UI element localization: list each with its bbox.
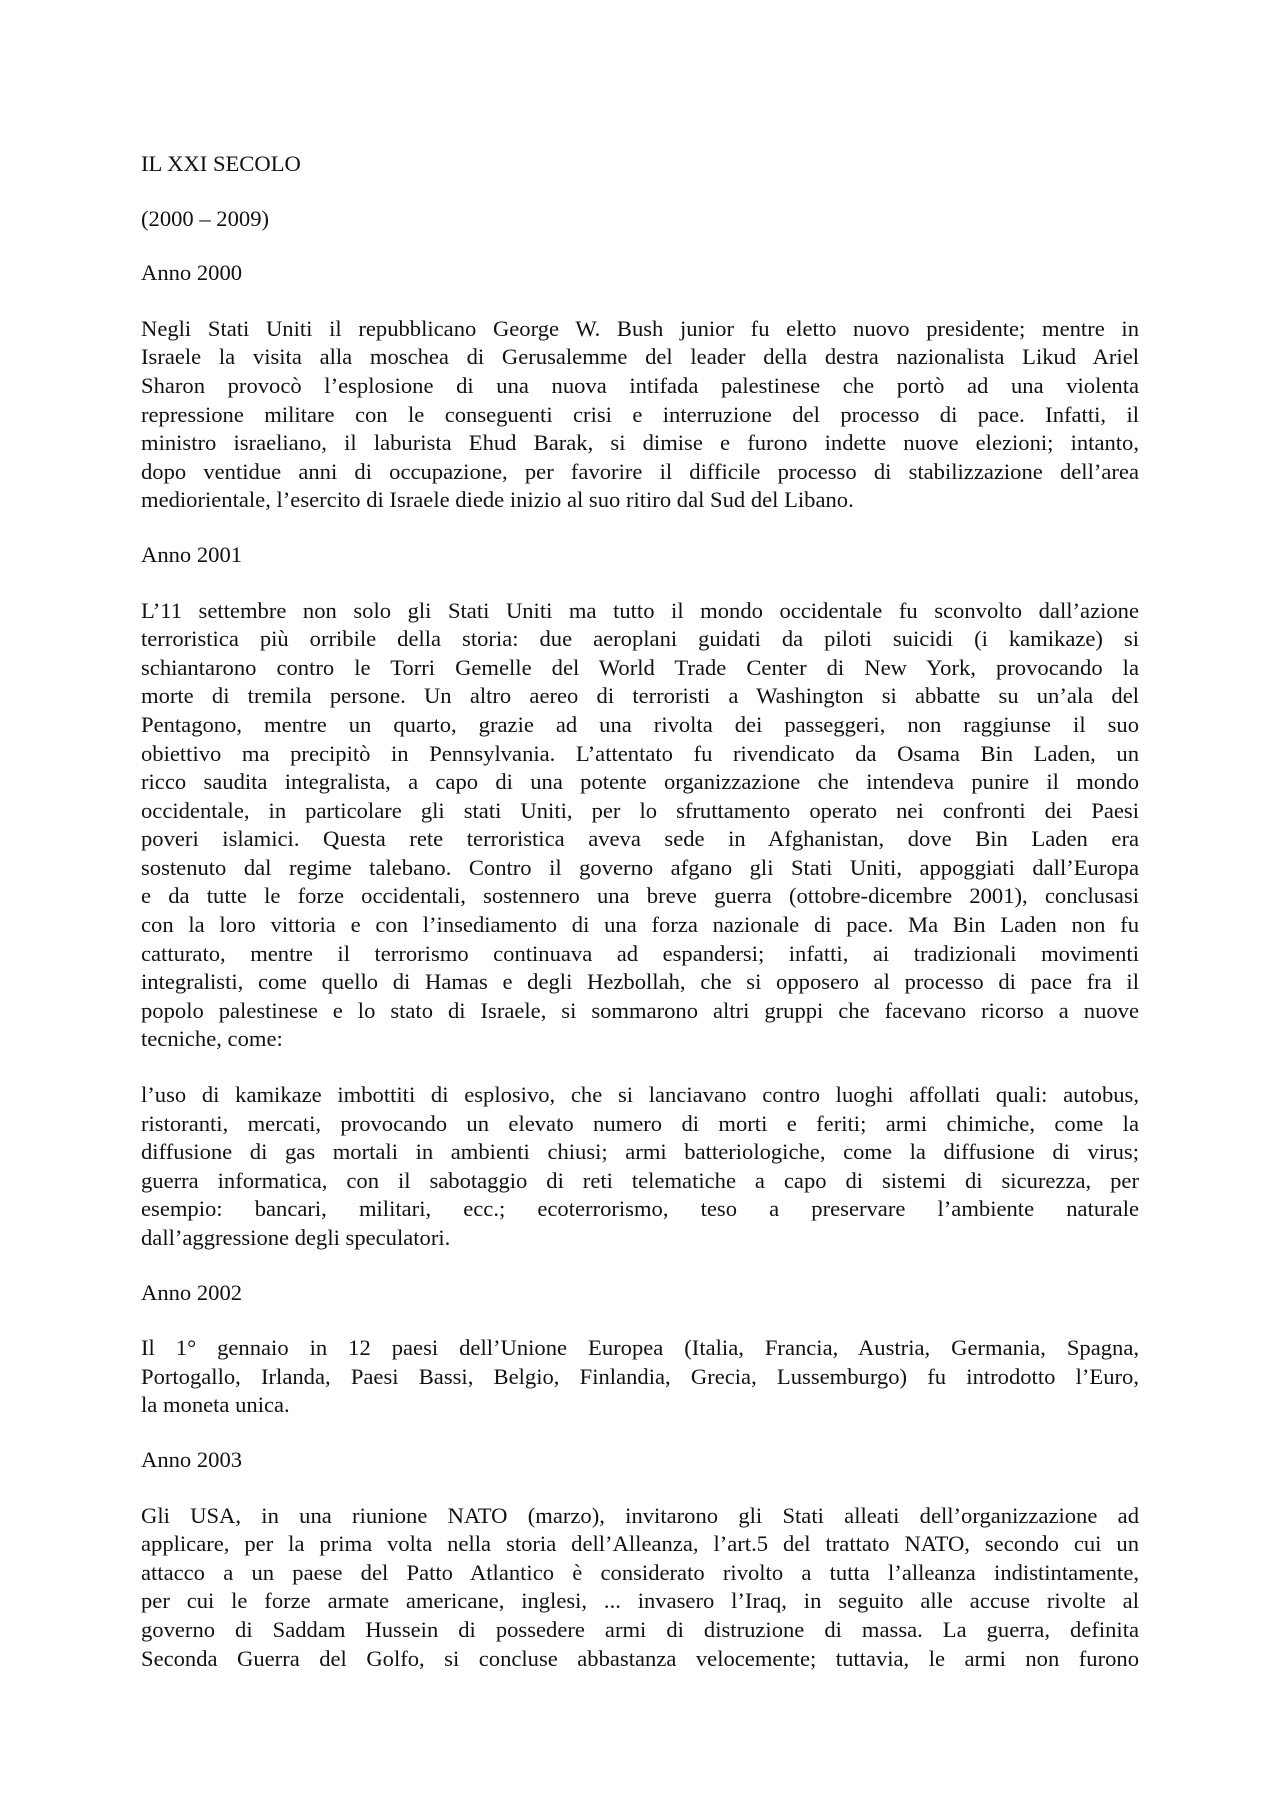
text-line: Il 1° gennaio in 12 paesi dell’Unione Europea (Italia, Francia, Austria, Germania, Spagna, xyxy=(141,1335,1139,1361)
paragraph xyxy=(141,1502,1139,1674)
paragraph xyxy=(141,1081,1139,1253)
text-line: Sharon provocò l’esplosione di una nuova intifada palestinese che portò ad una violenta xyxy=(141,372,1139,398)
text-line: ministro israeliano, il laburista Ehud Barak, si dimise e furono indette nuove elezioni; intanto, xyxy=(141,430,1139,456)
text-line: Gli USA, in una riunione NATO (marzo), invitarono gli Stati alleati dell’organizzazione ad xyxy=(141,1502,1139,1528)
text-line: Seconda Guerra del Golfo, si concluse abbastanza velocemente; tuttavia, le armi non furono xyxy=(141,1645,1139,1671)
paragraph xyxy=(141,1334,1139,1420)
text-line: sostenuto dal regime talebano. Contro il governo afgano gli Stati Uniti, appoggiati dall’Europa xyxy=(141,854,1139,880)
text-line: obiettivo ma precipitò in Pennsylvania. L’attentato fu rivendicato da Osama Bin Laden, un xyxy=(141,740,1139,766)
text-line: l’uso di kamikaze imbottiti di esplosivo, che si lanciavano contro luoghi affollati quali: autobus, xyxy=(141,1082,1139,1108)
text-line: esempio: bancari, militari, ecc.; ecoterrorismo, teso a preservare l’ambiente naturale xyxy=(141,1196,1139,1222)
text-line: governo di Saddam Hussein di possedere armi di distruzione di massa. La guerra, definita xyxy=(141,1616,1139,1642)
text-line: diffusione di gas mortali in ambienti chiusi; armi batteriologiche, come la diffusione di virus; xyxy=(141,1139,1139,1165)
text-line: ristoranti, mercati, provocando un elevato numero di morti e feriti; armi chimiche, come la xyxy=(141,1110,1139,1136)
text-line: dall’aggressione degli speculatori. xyxy=(141,1225,451,1250)
text-line: catturato, mentre il terrorismo continuava ad espandersi; infatti, ai tradizionali movimenti xyxy=(141,940,1139,966)
document-title: IL XXI SECOLO xyxy=(141,151,301,176)
text-line: con la loro vittoria e con l’insediamento di una forza nazionale di pace. Ma Bin Laden non fu xyxy=(141,912,1139,938)
text-line: attacco a un paese del Patto Atlantico è considerato rivolto a tutta l’alleanza indistintamente, xyxy=(141,1559,1139,1585)
text-line: integralisti, come quello di Hamas e degli Hezbollah, che si opposero al processo di pace fra il xyxy=(141,969,1139,995)
text-line: repressione militare con le conseguenti crisi e interruzione del processo di pace. Infatti, il xyxy=(141,401,1139,427)
section-heading: Anno 2001 xyxy=(141,541,243,567)
document-period: (2000 – 2009) xyxy=(141,205,270,231)
text-line: occidentale, in particolare gli stati Uniti, per lo sfruttamento operato nei confronti dei Paesi xyxy=(141,797,1139,823)
text-line: tecniche, come: xyxy=(141,1026,283,1052)
section-heading: Anno 2000 xyxy=(141,260,243,286)
text-line: guerra informatica, con il sabotaggio di reti telematiche a capo di sistemi di sicurezza, per xyxy=(141,1167,1139,1193)
text-line: morte di tremila persone. Un altro aereo di terroristi a Washington si abbatte su un’ala del xyxy=(141,683,1139,709)
text-line: Israele la visita alla moschea di Gerusalemme del leader della destra nazionalista Likud Ariel xyxy=(141,344,1139,370)
text-line: applicare, per la prima volta nella storia dell’Alleanza, l’art.5 del trattato NATO, secondo cui un xyxy=(141,1531,1139,1557)
text-line: per cui le forze armate americane, inglesi, ... invasero l’Iraq, in seguito alle accuse rivolte al xyxy=(141,1588,1139,1614)
section-heading: Anno 2002 xyxy=(141,1279,243,1305)
text-line: la moneta unica. xyxy=(141,1392,290,1418)
text-line: Negli Stati Uniti il repubblicano George W. Bush junior fu eletto nuovo presidente; mentre in xyxy=(141,315,1139,341)
text-line: ricco saudita integralista, a capo di una potente organizzazione che intendeva punire il mondo xyxy=(141,769,1139,795)
text-line: Pentagono, mentre un quarto, grazie ad una rivolta dei passeggeri, non raggiunse il suo xyxy=(141,711,1139,737)
text-line: poveri islamici. Questa rete terroristica aveva sede in Afghanistan, dove Bin Laden era xyxy=(141,826,1139,852)
text-line: mediorientale, l’esercito di Israele diede inizio al suo ritiro dal Sud del Libano. xyxy=(141,487,854,513)
text-line: L’11 settembre non solo gli Stati Uniti ma tutto il mondo occidentale fu sconvolto dall’azione xyxy=(141,597,1139,623)
text-line: terroristica più orribile della storia: due aeroplani guidati da piloti suicidi (i kamikaze) si xyxy=(141,626,1139,652)
section-heading: Anno 2003 xyxy=(141,1446,243,1472)
text-line: e da tutte le forze occidentali, sostennero una breve guerra (ottobre-dicembre 2001), conclusasi xyxy=(141,883,1139,909)
document-page xyxy=(141,150,1139,1673)
text-line: schiantarono contro le Torri Gemelle del World Trade Center di New York, provocando la xyxy=(141,654,1139,680)
text-line: Portogallo, Irlanda, Paesi Bassi, Belgio, Finlandia, Grecia, Lussemburgo) fu introdotto l’Euro, xyxy=(141,1363,1139,1389)
text-line: popolo palestinese e lo stato di Israele, si sommarono altri gruppi che facevano ricorso a nuove xyxy=(141,997,1139,1023)
paragraph xyxy=(141,315,1139,515)
text-line: dopo ventidue anni di occupazione, per favorire il difficile processo di stabilizzazione dell’area xyxy=(141,458,1139,484)
paragraph xyxy=(141,597,1139,1055)
